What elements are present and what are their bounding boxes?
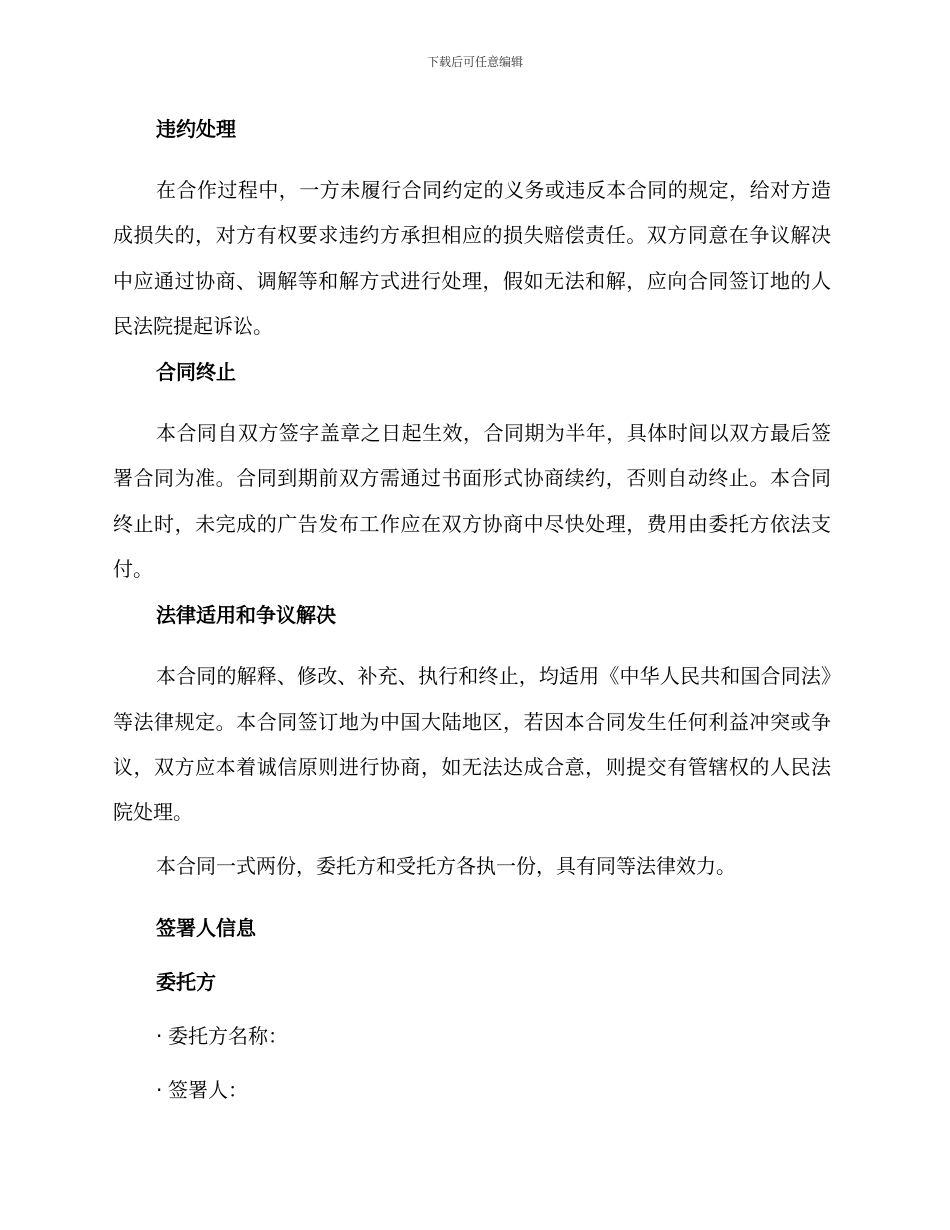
paragraph-copies: 本合同一式两份，委托方和受托方各执一份，具有同等法律效力。 [156,853,736,878]
field-label-signer: 签署人： [168,1077,248,1102]
party-heading-client: 委托方 [156,969,216,994]
section-heading-termination: 合同终止 [156,360,236,385]
bullet-dot: · [156,1077,163,1102]
paragraph-termination: 本合同自双方签字盖章之日起生效，合同期为半年，具体时间以双方最后签署合同为准。合同到期前双方需通过书面形式协商续约，否则自动终止。本合同终止时，未完成的广告发布工作应在双方协商中尽快处理，费用由委托方依法支付。 [113,421,831,582]
list-item-signer [113,1075,831,1105]
paragraph-breach: 在合作过程中，一方未履行合同约定的义务或违反本合同的规定，给对方造成损失的，对方有权要求违约方承担相应的损失赔偿责任。双方同意在争议解决中应通过协商、调解等和解方式进行处理，假如无法和解，应向合同签订地的人民法院提起诉讼。 [113,178,831,338]
list-item-client-name [113,1021,831,1051]
bullet-dot: · [156,1023,163,1048]
section-heading-law: 法律适用和争议解决 [156,603,336,628]
section-heading-breach: 违约处理 [156,117,236,141]
field-label-client-name: 委托方名称： [168,1023,288,1048]
section-heading-signatory: 签署人信息 [156,915,256,940]
document-body [113,114,831,1129]
paragraph-law: 本合同的解释、修改、补充、执行和终止，均适用《中华人民共和国合同法》等法律规定。本合同签订地为中国大陆地区，若因本合同发生任何利益冲突或争议，双方应本着诚信原则进行协商，如无法达成合意，则提交有管辖权的人民法院处理。 [113,664,831,825]
page-header: 下载后可任意编辑 [426,55,523,69]
